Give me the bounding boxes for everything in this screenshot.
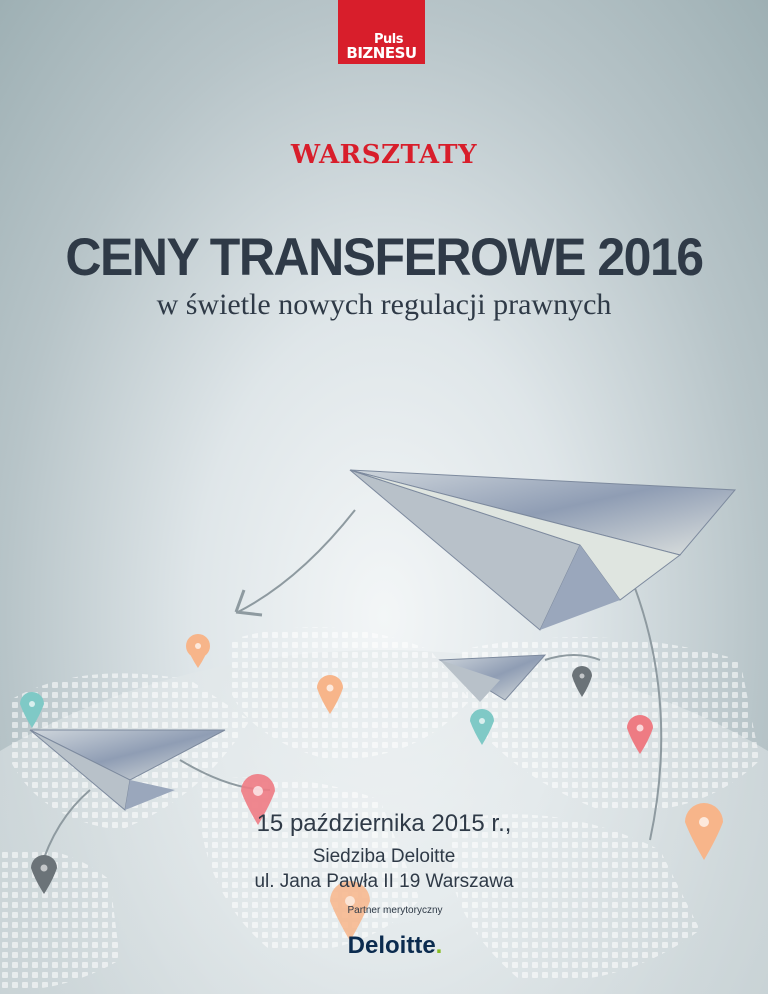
logo-line-2: BIZNESU xyxy=(346,44,417,62)
event-address: ul. Jana Pawła II 19 Warszawa xyxy=(254,871,514,892)
deloitte-name: Deloitte xyxy=(347,932,436,959)
event-date: 15 października 2015 r., xyxy=(256,810,512,837)
partner-label: Partner merytoryczny xyxy=(347,905,443,916)
logo-line-1: Puls xyxy=(374,32,403,47)
event-venue: Siedziba Deloitte xyxy=(312,846,456,867)
page-subtitle: w świetle nowych regulacji prawnych xyxy=(156,288,612,321)
event-kicker: WARSZTATY xyxy=(290,140,478,170)
deloitte-logo xyxy=(0,932,768,960)
page-title: CENY TRANSFEROWE 2016 xyxy=(65,227,703,287)
paper-plane-icon xyxy=(350,470,735,630)
map-pin-icon xyxy=(186,634,210,668)
arrow-icon xyxy=(236,590,262,615)
deloitte-dot: . xyxy=(435,932,443,959)
